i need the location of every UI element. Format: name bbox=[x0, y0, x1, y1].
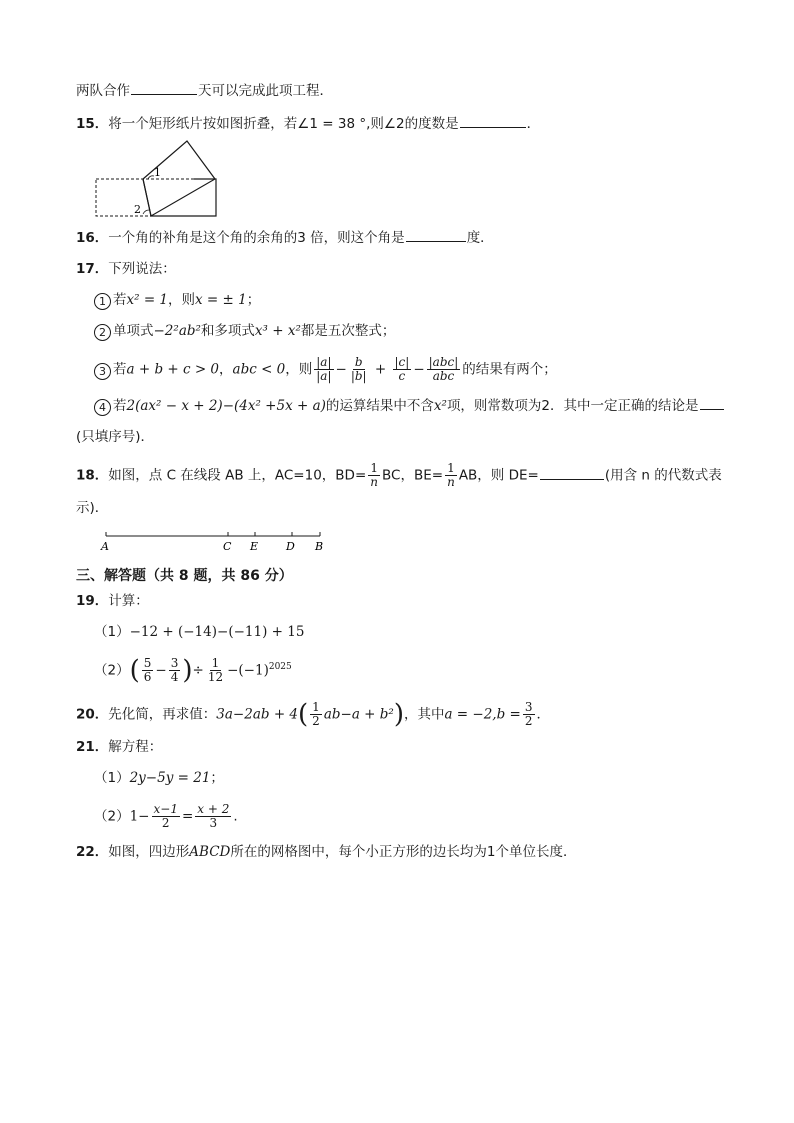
numerator: b bbox=[354, 355, 363, 369]
denominator: |b| bbox=[350, 369, 367, 383]
item-math: −2²ab² bbox=[153, 323, 201, 339]
fraction bbox=[310, 701, 322, 728]
fraction bbox=[314, 356, 333, 383]
q22-line bbox=[76, 842, 576, 862]
q15-number: 15． bbox=[76, 116, 109, 132]
item-text: ，则 bbox=[168, 292, 196, 308]
denominator: abc bbox=[432, 369, 455, 383]
numerator: x + 2 bbox=[197, 802, 230, 816]
point-e bbox=[249, 532, 258, 553]
denominator: 2 bbox=[161, 816, 170, 830]
item-text: 和多项式 bbox=[200, 323, 255, 339]
item-text: 若 bbox=[113, 292, 127, 308]
part-expression: 1− bbox=[129, 808, 150, 825]
point-c bbox=[223, 532, 232, 553]
q17-line bbox=[76, 259, 176, 279]
item-number-badge: 2 bbox=[94, 324, 111, 341]
point-b bbox=[314, 532, 323, 553]
part-label: （1） bbox=[94, 770, 130, 786]
divide-sign: ÷ bbox=[192, 662, 204, 679]
point-d-label: D bbox=[286, 540, 295, 553]
denominator: |a| bbox=[316, 369, 332, 383]
item-text: 都是五次整式； bbox=[300, 323, 396, 339]
q18-text: AB，则 DE= bbox=[458, 467, 539, 484]
q20-expression: a = −2,b = bbox=[444, 706, 521, 723]
q21-line bbox=[76, 737, 162, 757]
equals-sign: = bbox=[181, 808, 194, 825]
q19-line bbox=[76, 591, 149, 611]
numerator: 3 bbox=[170, 656, 179, 670]
q18-text: 如图，点 C 在线段 AB 上，AC=10，BD= bbox=[108, 467, 367, 484]
item-text: 若 bbox=[113, 361, 127, 378]
q18-number: 18． bbox=[76, 467, 109, 484]
q17-answer-blank[interactable] bbox=[700, 396, 724, 410]
item-math: 2(ax² − x + 2)−(4x² +5x + a) bbox=[126, 398, 326, 414]
part-expression: −12 + (−14)−(−11) + 15 bbox=[129, 624, 305, 640]
item-text: 单项式 bbox=[113, 323, 154, 339]
denominator: 4 bbox=[170, 670, 179, 684]
point-b-label: B bbox=[315, 540, 324, 553]
q19-number: 19． bbox=[76, 593, 109, 609]
item-text: 项，则常数项为2．其中一定正确的结论是 bbox=[446, 398, 699, 414]
denominator: 2 bbox=[312, 714, 320, 728]
numerator: |abc| bbox=[428, 355, 459, 369]
numerator: 3 bbox=[524, 700, 533, 714]
fraction bbox=[142, 657, 154, 684]
fraction bbox=[368, 462, 380, 489]
fraction bbox=[195, 803, 231, 830]
q17-tail bbox=[76, 427, 154, 447]
denominator: 12 bbox=[207, 670, 224, 684]
part-end: . bbox=[233, 808, 238, 825]
numerator: 1 bbox=[211, 656, 220, 670]
q19-part-2: （2）( $\frac{5}{6}$ − $\frac{3}{4}$ )÷ $\frac{1}{12}$ $-(-1)^{2025}$ bbox=[94, 655, 292, 686]
q15-line bbox=[76, 114, 540, 134]
q14-text-b: 天可以完成此项工程． bbox=[198, 83, 333, 99]
exponent: 2025 bbox=[268, 662, 292, 672]
denominator: 3 bbox=[209, 816, 218, 830]
section-title-text: 三、解答题（共 8 题，共 86 分） bbox=[76, 568, 293, 584]
denominator: n bbox=[447, 475, 455, 489]
item-text: ，则 bbox=[285, 361, 313, 378]
q18-tail-text: 示)． bbox=[76, 500, 109, 516]
q20-text: 先化简，再求值： bbox=[108, 706, 217, 723]
q18-segment-figure bbox=[98, 528, 334, 556]
q16-text: 一个角的补角是这个角的余角的3 倍，则这个角是 bbox=[108, 230, 405, 246]
q17-text: 下列说法： bbox=[108, 261, 176, 277]
angle-2-arc bbox=[143, 210, 149, 214]
q18-answer-blank[interactable] bbox=[540, 466, 604, 480]
q21-text: 解方程： bbox=[108, 739, 163, 755]
numerator: 5 bbox=[143, 656, 152, 670]
denominator: 6 bbox=[143, 670, 152, 684]
part-label: （1） bbox=[94, 624, 130, 640]
item-math: x³ + x² bbox=[254, 323, 301, 339]
numerator: 1 bbox=[312, 700, 320, 714]
item-number-badge: 3 bbox=[94, 363, 111, 380]
q17-item-2 bbox=[94, 321, 395, 341]
fraction bbox=[427, 356, 461, 383]
q16-line bbox=[76, 228, 494, 248]
q17-item-4 bbox=[94, 396, 725, 416]
section-title bbox=[76, 566, 293, 586]
q20-expression: ab−a + b² bbox=[323, 706, 394, 723]
q15-fold-figure bbox=[92, 138, 222, 220]
q22-text: 如图，四边形 bbox=[108, 844, 190, 860]
q20-number: 20． bbox=[76, 706, 109, 723]
q16-answer-blank[interactable] bbox=[406, 228, 466, 242]
point-c-label: C bbox=[223, 540, 232, 553]
point-a-label: A bbox=[101, 540, 109, 553]
fraction bbox=[169, 657, 181, 684]
q15-answer-blank[interactable] bbox=[460, 114, 526, 128]
q21-part-1 bbox=[94, 768, 224, 788]
fraction bbox=[523, 701, 535, 728]
q16-text-end: 度． bbox=[466, 230, 494, 246]
fraction bbox=[206, 657, 225, 684]
point-e-label: E bbox=[250, 540, 259, 553]
q14-answer-blank[interactable] bbox=[131, 81, 197, 95]
q20-text: ． bbox=[536, 706, 550, 723]
q20-expression: 3a−2ab + 4 bbox=[216, 706, 299, 723]
item-text: 若 bbox=[113, 398, 127, 414]
q19-part-1 bbox=[94, 622, 304, 642]
denominator: 2 bbox=[524, 714, 533, 728]
part-end: ； bbox=[210, 770, 224, 786]
q22-text: 所在的网格图中，每个小正方形的边长均为1个单位长度． bbox=[230, 844, 577, 860]
q22-number: 22． bbox=[76, 844, 109, 860]
point-d bbox=[285, 532, 295, 553]
part-expression: 2y−5y = 21 bbox=[129, 770, 211, 786]
item-text: 的运算结果中不含 bbox=[325, 398, 434, 414]
fraction bbox=[445, 462, 457, 489]
part-expression: −(−1) bbox=[227, 662, 269, 679]
item-math: x² = 1 bbox=[126, 292, 169, 308]
q15-text-end: ． bbox=[526, 116, 541, 132]
numerator: |c| bbox=[394, 355, 410, 369]
fraction bbox=[152, 803, 180, 830]
q21-part-2 bbox=[94, 803, 238, 830]
angle-2-label: 2 bbox=[134, 203, 141, 216]
q17-tail-text: (只填序号)． bbox=[76, 429, 155, 445]
q21-number: 21． bbox=[76, 739, 109, 755]
item-math: a + b + c > 0 bbox=[126, 361, 220, 378]
numerator: 1 bbox=[447, 461, 455, 475]
numerator: 1 bbox=[370, 461, 378, 475]
q20-text: ，其中 bbox=[403, 706, 445, 723]
denominator: c bbox=[398, 369, 406, 383]
point-a bbox=[100, 532, 109, 553]
numerator: x−1 bbox=[153, 802, 178, 816]
angle-1-label: 1 bbox=[154, 166, 161, 179]
q14-text-a: 两队合作 bbox=[76, 83, 130, 99]
item-text: ； bbox=[246, 292, 261, 308]
item-number-badge: 1 bbox=[94, 293, 111, 310]
q17-number: 17． bbox=[76, 261, 109, 277]
item-number-badge: 4 bbox=[94, 399, 111, 416]
part-label: （2） bbox=[94, 808, 130, 825]
item-math: x = ± 1 bbox=[195, 292, 247, 308]
q17-item-3: 3 若a + b + c > 0，abc < 0，则 $\frac{|a|}{|a|}$ − $\frac{b}{|b|}$ + $\frac{|c|}{c}$ − $\frac{\text{|abc|}}{\text{abc}}$ 的结果有两个； bbox=[94, 356, 557, 383]
part-label: （2） bbox=[94, 662, 130, 679]
denominator: n bbox=[370, 475, 379, 489]
q22-math: ABCD bbox=[189, 844, 231, 860]
q15-text: 将一个矩形纸片按如图折叠，若∠1 = 38 °,则∠2的度数是 bbox=[108, 116, 459, 132]
numerator: |a| bbox=[316, 355, 332, 369]
q14-tail bbox=[76, 81, 333, 101]
item-math: abc < 0 bbox=[232, 361, 286, 378]
original-rectangle bbox=[96, 179, 216, 216]
q17-item-1 bbox=[94, 290, 260, 310]
fraction bbox=[393, 356, 412, 383]
item-text: ， bbox=[219, 361, 233, 378]
fraction bbox=[349, 356, 369, 383]
q18-text: (用含 n 的代数式表 bbox=[604, 467, 722, 484]
q18-text: BC，BE= bbox=[382, 467, 444, 484]
q18-tail bbox=[76, 498, 108, 518]
q19-text: 计算： bbox=[108, 593, 149, 609]
q20-line: 20．先化简，再求值：3a−2ab + 4( $\frac{1}{2}$ ab−a + b²)，其中a = −2,b = $\frac{3}{2}$ ． bbox=[76, 699, 550, 730]
q16-number: 16． bbox=[76, 230, 109, 246]
item-math: x² bbox=[433, 398, 447, 414]
item-text: 的结果有两个； bbox=[462, 361, 557, 378]
q18-line bbox=[76, 462, 722, 489]
